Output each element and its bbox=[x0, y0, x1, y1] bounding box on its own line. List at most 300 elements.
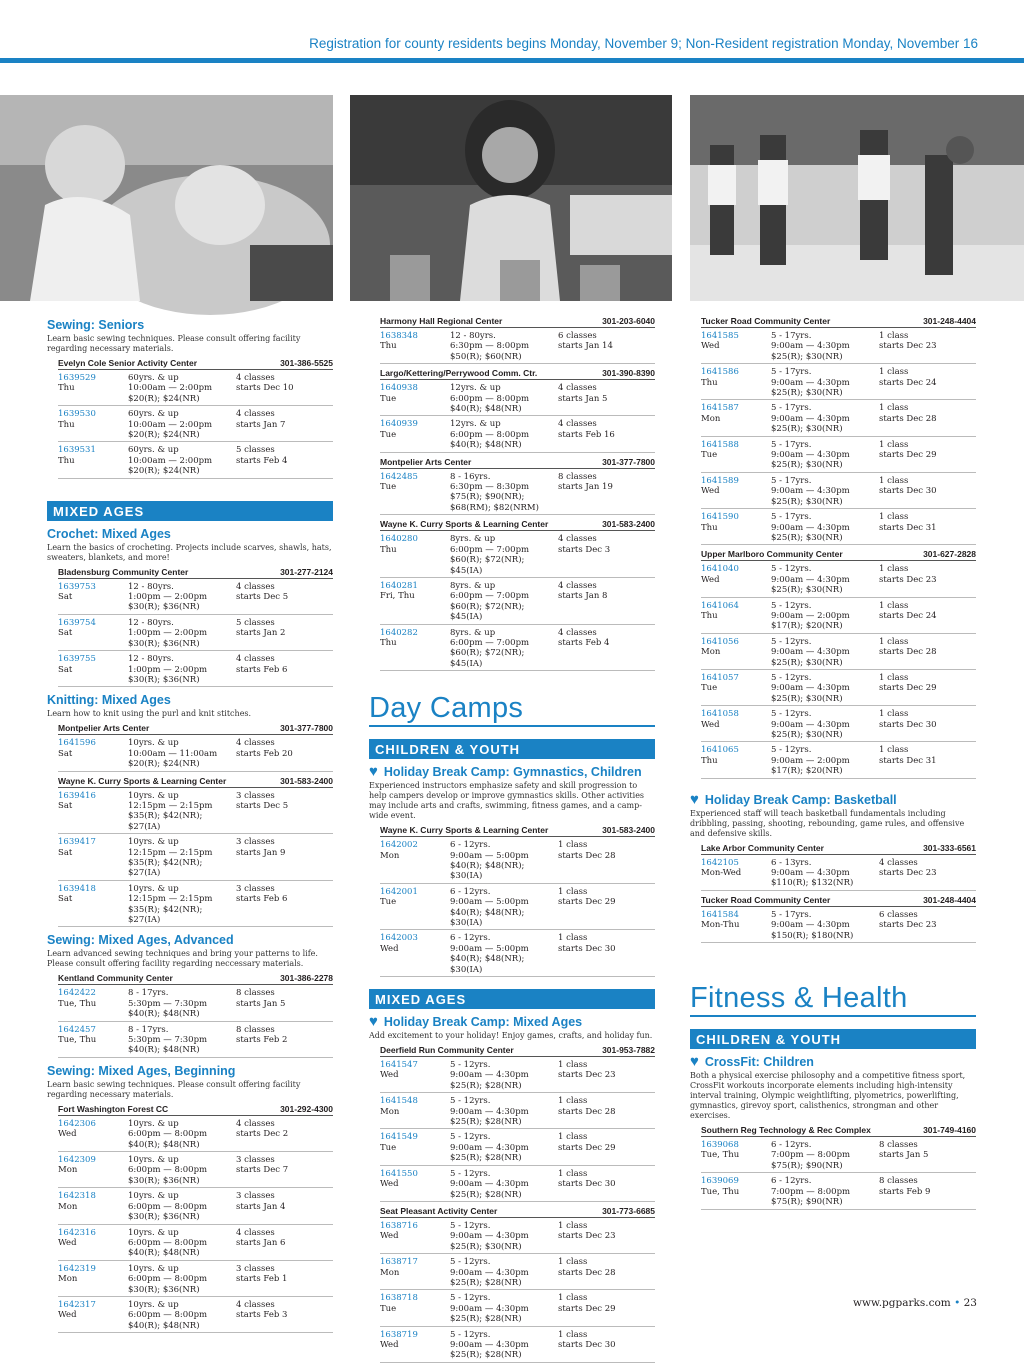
offering-id[interactable]: 1642422 bbox=[58, 988, 96, 999]
location-phone: 301-203-6040 bbox=[602, 316, 655, 326]
offering-id[interactable]: 1641590 bbox=[701, 512, 739, 523]
offering-start: starts Jan 14 bbox=[558, 341, 613, 352]
offering-age: 10yrs. & up bbox=[128, 1118, 179, 1129]
offering-id[interactable]: 1638348 bbox=[380, 331, 418, 341]
offering-details bbox=[128, 738, 236, 769]
offering-schedule bbox=[879, 512, 976, 543]
offering-start: starts Jan 4 bbox=[236, 1201, 286, 1212]
offering-id[interactable]: 1641550 bbox=[380, 1168, 418, 1179]
offering-classes: 1 class bbox=[879, 636, 909, 647]
offering-start: starts Dec 23 bbox=[879, 868, 937, 879]
offering-classes: 6 classes bbox=[558, 331, 597, 341]
offering-schedule bbox=[236, 445, 333, 476]
program-title bbox=[369, 765, 655, 779]
offering-schedule bbox=[236, 884, 333, 926]
offering-start: starts Dec 29 bbox=[879, 683, 937, 694]
offering-schedule bbox=[236, 1155, 333, 1186]
offering-id[interactable]: 1639755 bbox=[58, 654, 96, 665]
offering-schedule bbox=[236, 988, 333, 1019]
location-header bbox=[701, 895, 976, 907]
program-title-text: Knitting: Mixed Ages bbox=[47, 693, 171, 708]
location-phone: 301-386-2278 bbox=[280, 973, 333, 984]
offering-row bbox=[380, 1254, 655, 1290]
offering-schedule bbox=[879, 673, 976, 704]
offering-id[interactable]: 1642309 bbox=[58, 1155, 96, 1166]
offering-id[interactable]: 1642316 bbox=[58, 1227, 96, 1238]
offering-row bbox=[701, 1173, 976, 1209]
offering-day: Thu bbox=[58, 383, 75, 394]
offering-time: 9:00am — 4:30pm bbox=[450, 1142, 529, 1153]
offering-start: starts Dec 23 bbox=[558, 1231, 616, 1242]
offering-row bbox=[58, 788, 333, 835]
offering-id[interactable]: 1639417 bbox=[58, 837, 96, 848]
offering-schedule bbox=[236, 582, 333, 613]
offering-age: 10yrs. & up bbox=[128, 738, 179, 749]
offering-classes: 1 class bbox=[879, 745, 909, 756]
offering-time: 12:15pm — 2:15pm bbox=[128, 894, 213, 905]
offering-row bbox=[380, 884, 655, 931]
offering-id[interactable]: 1641587 bbox=[701, 403, 739, 414]
offering-id[interactable]: 1639416 bbox=[58, 790, 96, 801]
offering-details bbox=[771, 673, 879, 704]
section-heading: Fitness & Health bbox=[690, 981, 976, 1017]
offering-classes: 4 classes bbox=[236, 654, 275, 665]
offering-fee: $40(R); $48(NR); $30(IA) bbox=[450, 954, 525, 975]
location-name: Deerfield Run Community Center bbox=[380, 1045, 514, 1056]
offering-time: 6:00pm — 8:00pm bbox=[128, 1237, 208, 1248]
offering-schedule bbox=[236, 1228, 333, 1259]
offering-time: 6:00pm — 8:00pm bbox=[128, 1165, 208, 1176]
offering-id[interactable]: 1641056 bbox=[701, 636, 739, 647]
top-rule bbox=[0, 58, 1024, 63]
offering-id[interactable]: 1641584 bbox=[701, 909, 739, 920]
offering-start: starts Dec 28 bbox=[879, 647, 937, 658]
offering-time: 6:00pm — 8:00pm bbox=[128, 1310, 208, 1321]
program-title bbox=[690, 790, 976, 808]
category-bar: CHILDREN & YOUTH bbox=[690, 1029, 976, 1049]
offering-details bbox=[771, 1176, 879, 1207]
program-title-text: Sewing: Mixed Ages, Advanced bbox=[47, 933, 234, 948]
offering-schedule bbox=[558, 1060, 655, 1091]
offering-start: starts Dec 28 bbox=[558, 1106, 616, 1117]
offering-start: starts Dec 5 bbox=[236, 800, 289, 811]
offering-fee: $40(R); $48(NR) bbox=[450, 404, 522, 415]
offering-time: 9:00am — 4:30pm bbox=[771, 377, 850, 388]
offering-day: Tue bbox=[701, 683, 718, 694]
offering-day: Tue, Thu bbox=[701, 1186, 740, 1197]
offering-id[interactable]: 1640939 bbox=[380, 419, 418, 430]
offering-details bbox=[771, 331, 879, 362]
program-block bbox=[47, 933, 333, 969]
offering-details bbox=[128, 1155, 236, 1186]
offering-id-day bbox=[58, 884, 128, 926]
offering-schedule bbox=[879, 858, 976, 889]
offering-id[interactable]: 1639531 bbox=[58, 445, 96, 456]
offering-row bbox=[701, 670, 976, 706]
offering-day: Tue, Thu bbox=[58, 998, 97, 1009]
offering-schedule bbox=[236, 409, 333, 440]
offering-id[interactable]: 1642105 bbox=[701, 857, 739, 868]
offering-details bbox=[128, 1228, 236, 1259]
offering-day: Wed bbox=[380, 1231, 399, 1242]
offering-id[interactable]: 1639418 bbox=[58, 883, 96, 894]
offering-fee: $25(R); $28(NR) bbox=[450, 1350, 522, 1361]
offering-fee: $50(R); $60(NR) bbox=[450, 351, 522, 362]
location-header bbox=[58, 973, 333, 985]
offering-day: Wed bbox=[58, 1310, 77, 1321]
offering-classes: 1 class bbox=[558, 1329, 588, 1340]
location-phone: 301-773-6685 bbox=[602, 1205, 655, 1216]
offering-id[interactable]: 1642306 bbox=[58, 1118, 96, 1129]
offering-start: starts Dec 29 bbox=[879, 450, 937, 461]
offering-id[interactable]: 1642318 bbox=[58, 1191, 96, 1202]
offering-time: 9:00am — 4:30pm bbox=[450, 1303, 529, 1314]
offering-fee: $20(R); $24(NR) bbox=[128, 759, 200, 770]
offering-classes: 1 class bbox=[558, 1293, 588, 1304]
offering-fee: $40(R); $48(NR) bbox=[128, 1009, 200, 1020]
offering-age: 8yrs. & up bbox=[450, 627, 496, 638]
program-title-text: Holiday Break Camp: Gymnastics, Children bbox=[383, 765, 642, 780]
offering-fee: $30(R); $36(NR) bbox=[128, 674, 200, 685]
offering-id[interactable]: 1641586 bbox=[701, 367, 739, 378]
offering-details bbox=[128, 373, 236, 404]
offering-classes: 8 classes bbox=[879, 1140, 918, 1151]
offering-id[interactable]: 1639069 bbox=[701, 1176, 739, 1187]
offering-schedule bbox=[236, 1025, 333, 1056]
registration-banner: Registration for county residents begins Monday, November 9; Non-Resident registration Monday, November 16 bbox=[309, 36, 978, 51]
footer-url[interactable]: www.pgparks.com bbox=[853, 1297, 951, 1309]
offering-start: starts Dec 30 bbox=[558, 1179, 616, 1190]
offering-start: starts Jan 7 bbox=[236, 419, 286, 430]
offering-time: 6:00pm — 8:00pm bbox=[450, 429, 530, 440]
offering-classes: 1 class bbox=[558, 1060, 588, 1071]
offering-details bbox=[128, 1119, 236, 1150]
offering-row bbox=[701, 598, 976, 634]
offering-age: 10yrs. & up bbox=[128, 1155, 179, 1166]
offering-id[interactable]: 1641588 bbox=[701, 439, 739, 450]
offering-fee: $25(R); $28(NR) bbox=[450, 1277, 522, 1288]
offering-start: starts Dec 24 bbox=[879, 377, 937, 388]
offering-start: starts Dec 30 bbox=[879, 486, 937, 497]
offering-classes: 4 classes bbox=[236, 1227, 275, 1238]
offering-start: starts Dec 30 bbox=[558, 943, 616, 954]
offering-start: starts Feb 3 bbox=[236, 1310, 288, 1321]
offering-day: Mon bbox=[58, 1201, 78, 1212]
offering-details bbox=[450, 331, 558, 362]
offering-details bbox=[128, 884, 236, 926]
offering-fee: $25(R); $30(NR) bbox=[771, 496, 843, 507]
offering-id[interactable]: 1641065 bbox=[701, 745, 739, 756]
heart-icon: ♥ bbox=[690, 1053, 699, 1071]
offering-age: 5 - 12yrs. bbox=[450, 1096, 491, 1107]
offering-time: 9:00am — 4:30pm bbox=[771, 574, 850, 585]
offering-id-day bbox=[58, 988, 128, 1019]
offering-id[interactable]: 1638719 bbox=[380, 1329, 418, 1340]
heart-icon: ♥ bbox=[369, 763, 378, 781]
offering-age: 6 - 12yrs. bbox=[450, 933, 491, 944]
offering-id[interactable]: 1642485 bbox=[380, 471, 418, 482]
location-phone: 301-248-4404 bbox=[923, 316, 976, 326]
offering-age: 5 - 12yrs. bbox=[771, 745, 812, 756]
program-block bbox=[369, 765, 655, 821]
offering-schedule bbox=[879, 910, 976, 941]
offering-id[interactable]: 1642002 bbox=[380, 840, 418, 851]
offering-age: 5 - 17yrs. bbox=[771, 331, 812, 341]
offering-time: 6:00pm — 8:00pm bbox=[450, 393, 530, 404]
offering-schedule bbox=[558, 1330, 655, 1361]
offering-schedule bbox=[236, 1119, 333, 1150]
offering-classes: 6 classes bbox=[879, 909, 918, 920]
offering-time: 9:00am — 4:30pm bbox=[771, 450, 850, 461]
offering-schedule bbox=[558, 933, 655, 975]
offering-details bbox=[450, 1221, 558, 1252]
offering-fee: $75(R); $90(NR); $68(RM); $82(NRM) bbox=[450, 492, 539, 513]
offering-fee: $40(R); $48(NR) bbox=[128, 1045, 200, 1056]
offering-id-day bbox=[701, 1176, 771, 1207]
offering-classes: 3 classes bbox=[236, 1263, 275, 1274]
offering-row bbox=[58, 615, 333, 651]
offering-id-day bbox=[701, 476, 771, 507]
offering-id[interactable]: 1638717 bbox=[380, 1257, 418, 1268]
offering-id[interactable]: 1641585 bbox=[701, 331, 739, 341]
heart-icon: ♥ bbox=[369, 1013, 378, 1031]
offering-details bbox=[128, 654, 236, 685]
offering-fee: $25(R); $30(NR) bbox=[771, 351, 843, 362]
offering-start: starts Dec 23 bbox=[879, 574, 937, 585]
offering-age: 8 - 17yrs. bbox=[128, 1024, 169, 1035]
location-phone: 301-386-5525 bbox=[280, 358, 333, 368]
offering-time: 7:00pm — 8:00pm bbox=[771, 1150, 851, 1161]
offering-start: starts Jan 5 bbox=[558, 393, 608, 404]
offering-id[interactable]: 1639753 bbox=[58, 581, 96, 592]
category-bar: CHILDREN & YOUTH bbox=[369, 739, 655, 759]
offering-details bbox=[128, 618, 236, 649]
offering-classes: 8 classes bbox=[236, 988, 275, 999]
offering-row bbox=[701, 634, 976, 670]
offering-start: starts Feb 20 bbox=[236, 748, 293, 759]
offering-classes: 5 classes bbox=[236, 445, 275, 456]
photo-girl-sheep bbox=[0, 95, 333, 301]
offering-id-day bbox=[58, 791, 128, 833]
offering-schedule bbox=[236, 738, 333, 769]
offering-day: Mon-Thu bbox=[701, 920, 740, 931]
offering-schedule bbox=[558, 383, 655, 414]
offering-id[interactable]: 1641058 bbox=[701, 709, 739, 720]
offering-start: starts Jan 8 bbox=[558, 591, 608, 602]
offering-row bbox=[380, 625, 655, 672]
offering-day: Mon-Wed bbox=[701, 868, 742, 879]
offering-id[interactable]: 1641549 bbox=[380, 1132, 418, 1143]
offering-fee: $40(R); $48(NR) bbox=[128, 1320, 200, 1331]
offering-time: 9:00am — 4:30pm bbox=[450, 1231, 529, 1242]
offering-schedule bbox=[558, 628, 655, 670]
offering-id[interactable]: 1639529 bbox=[58, 373, 96, 383]
offering-day: Sat bbox=[58, 847, 73, 858]
offering-details bbox=[771, 858, 879, 889]
offering-id-day bbox=[380, 472, 450, 514]
offering-row bbox=[380, 1093, 655, 1129]
offering-id[interactable]: 1642457 bbox=[58, 1024, 96, 1035]
offering-id[interactable]: 1640282 bbox=[380, 627, 418, 638]
offering-age: 12 - 80yrs. bbox=[128, 654, 174, 665]
program-title bbox=[47, 527, 333, 541]
offering-id[interactable]: 1641548 bbox=[380, 1096, 418, 1107]
offering-classes: 1 class bbox=[879, 672, 909, 683]
offering-day: Wed bbox=[380, 1070, 399, 1081]
offering-row bbox=[58, 406, 333, 442]
offering-classes: 3 classes bbox=[236, 1155, 275, 1166]
offering-id[interactable]: 1639530 bbox=[58, 409, 96, 420]
location-phone: 301-953-7882 bbox=[602, 1045, 655, 1056]
offering-details bbox=[771, 403, 879, 434]
offering-time: 9:00am — 4:30pm bbox=[771, 413, 850, 424]
offering-details bbox=[450, 419, 558, 450]
offering-fee: $25(R); $30(NR) bbox=[771, 532, 843, 543]
offering-row bbox=[380, 1057, 655, 1093]
offering-classes: 4 classes bbox=[558, 383, 597, 394]
offering-id[interactable]: 1641596 bbox=[58, 738, 96, 749]
offering-row bbox=[380, 469, 655, 516]
offering-details bbox=[450, 1132, 558, 1163]
offering-classes: 1 class bbox=[558, 933, 588, 944]
offering-id[interactable]: 1641064 bbox=[701, 600, 739, 611]
offering-id-day bbox=[58, 1300, 128, 1331]
location-phone: 301-333-6561 bbox=[923, 842, 976, 853]
offering-id-day bbox=[58, 1155, 128, 1186]
offering-id-day bbox=[701, 564, 771, 595]
offering-details bbox=[450, 1060, 558, 1091]
offering-classes: 4 classes bbox=[558, 580, 597, 591]
offering-schedule bbox=[558, 581, 655, 623]
offering-age: 5 - 12yrs. bbox=[450, 1293, 491, 1304]
offering-day: Wed bbox=[701, 486, 720, 497]
offering-schedule bbox=[558, 534, 655, 576]
offering-classes: 1 class bbox=[879, 512, 909, 523]
offering-row bbox=[58, 442, 333, 478]
offering-time: 6:00pm — 8:00pm bbox=[128, 1274, 208, 1285]
offering-details bbox=[771, 745, 879, 776]
offering-fee: $40(R); $48(NR) bbox=[128, 1139, 200, 1150]
offering-details bbox=[128, 1264, 236, 1295]
column-2 bbox=[369, 312, 655, 1363]
offering-classes: 1 class bbox=[558, 1257, 588, 1268]
offering-id[interactable]: 1641040 bbox=[701, 564, 739, 575]
offering-time: 9:00am — 4:30pm bbox=[450, 1267, 529, 1278]
offering-id[interactable]: 1640281 bbox=[380, 580, 418, 591]
offering-id-day bbox=[58, 1228, 128, 1259]
offering-id[interactable]: 1640938 bbox=[380, 383, 418, 394]
program-description: Learn advanced sewing techniques and bring your patterns to life. Please consult offering facility regarding neccessary materials. bbox=[47, 949, 318, 969]
offering-time: 6:30pm — 8:00pm bbox=[450, 341, 530, 352]
offering-classes: 1 class bbox=[879, 600, 909, 611]
offering-day: Wed bbox=[380, 943, 399, 954]
offering-row bbox=[380, 1327, 655, 1363]
offering-classes: 4 classes bbox=[236, 373, 275, 383]
offering-classes: 1 class bbox=[879, 367, 909, 378]
offering-time: 10:00am — 2:00pm bbox=[128, 419, 213, 430]
offering-schedule bbox=[879, 476, 976, 507]
heart-icon: ♥ bbox=[690, 790, 699, 808]
offering-day: Mon bbox=[380, 1106, 400, 1117]
offering-id[interactable]: 1641057 bbox=[701, 672, 739, 683]
offering-age: 10yrs. & up bbox=[128, 883, 179, 894]
offering-id-day bbox=[380, 887, 450, 929]
offering-classes: 4 classes bbox=[558, 419, 597, 430]
category-bar: MIXED AGES bbox=[47, 501, 333, 521]
offering-time: 9:00am — 4:30pm bbox=[771, 647, 850, 658]
offering-row bbox=[701, 1137, 976, 1173]
offering-row bbox=[58, 881, 333, 928]
offering-classes: 4 classes bbox=[879, 857, 918, 868]
location-name: Tucker Road Community Center bbox=[701, 894, 831, 905]
offering-id[interactable]: 1640280 bbox=[380, 534, 418, 545]
offering-age: 12 - 80yrs. bbox=[450, 331, 496, 341]
offering-id-day bbox=[701, 440, 771, 471]
offering-start: starts Dec 28 bbox=[558, 1267, 616, 1278]
offering-id-day bbox=[380, 534, 450, 576]
offering-schedule bbox=[558, 331, 655, 362]
offering-start: starts Dec 23 bbox=[558, 1070, 616, 1081]
location-name: Wayne K. Curry Sports & Learning Center bbox=[58, 775, 227, 786]
offering-id[interactable]: 1641589 bbox=[701, 475, 739, 486]
offering-id[interactable]: 1638716 bbox=[380, 1220, 418, 1231]
offering-start: starts Dec 30 bbox=[558, 1339, 616, 1350]
program-title-text: Crochet: Mixed Ages bbox=[47, 526, 171, 541]
offering-schedule bbox=[236, 791, 333, 833]
offering-id[interactable]: 1638718 bbox=[380, 1293, 418, 1304]
offering-id[interactable]: 1642001 bbox=[380, 886, 418, 897]
offering-id[interactable]: 1639068 bbox=[701, 1140, 739, 1151]
offering-day: Mon bbox=[701, 647, 721, 658]
offering-id-day bbox=[380, 933, 450, 975]
location-header bbox=[701, 316, 976, 328]
offering-age: 60yrs. & up bbox=[128, 409, 179, 420]
offering-fee: $35(R); $42(NR); $27(IA) bbox=[128, 811, 203, 832]
offering-day: Tue bbox=[380, 897, 397, 908]
offering-id[interactable]: 1642317 bbox=[58, 1299, 96, 1310]
offering-id[interactable]: 1642319 bbox=[58, 1263, 96, 1274]
offering-day: Tue, Thu bbox=[701, 1150, 740, 1161]
offering-row bbox=[380, 1290, 655, 1326]
offering-id[interactable]: 1642003 bbox=[380, 933, 418, 944]
location-phone: 301-583-2400 bbox=[280, 775, 333, 786]
offering-classes: 4 classes bbox=[236, 738, 275, 749]
offering-start: starts Feb 9 bbox=[879, 1186, 931, 1197]
program-title bbox=[369, 1015, 655, 1029]
offering-details bbox=[450, 1293, 558, 1324]
offering-details bbox=[771, 601, 879, 632]
offering-details bbox=[771, 440, 879, 471]
offering-day: Sat bbox=[58, 748, 73, 759]
location-header bbox=[701, 549, 976, 561]
offering-start: starts Feb 4 bbox=[558, 637, 610, 648]
offering-id-day bbox=[701, 403, 771, 434]
section-heading: Day Camps bbox=[369, 691, 655, 727]
offering-day: Tue bbox=[380, 429, 397, 440]
offering-details bbox=[450, 1330, 558, 1361]
offering-day: Thu bbox=[701, 377, 718, 388]
offering-age: 5 - 12yrs. bbox=[450, 1060, 491, 1071]
offering-id-day bbox=[380, 581, 450, 623]
offering-id[interactable]: 1641547 bbox=[380, 1060, 418, 1071]
program-block bbox=[47, 527, 333, 563]
offering-id[interactable]: 1639754 bbox=[58, 617, 96, 628]
offering-details bbox=[450, 933, 558, 975]
offering-id-day bbox=[701, 858, 771, 889]
offering-time: 5:30pm — 7:30pm bbox=[128, 998, 208, 1009]
location-header bbox=[58, 723, 333, 735]
location-header bbox=[701, 1125, 976, 1137]
